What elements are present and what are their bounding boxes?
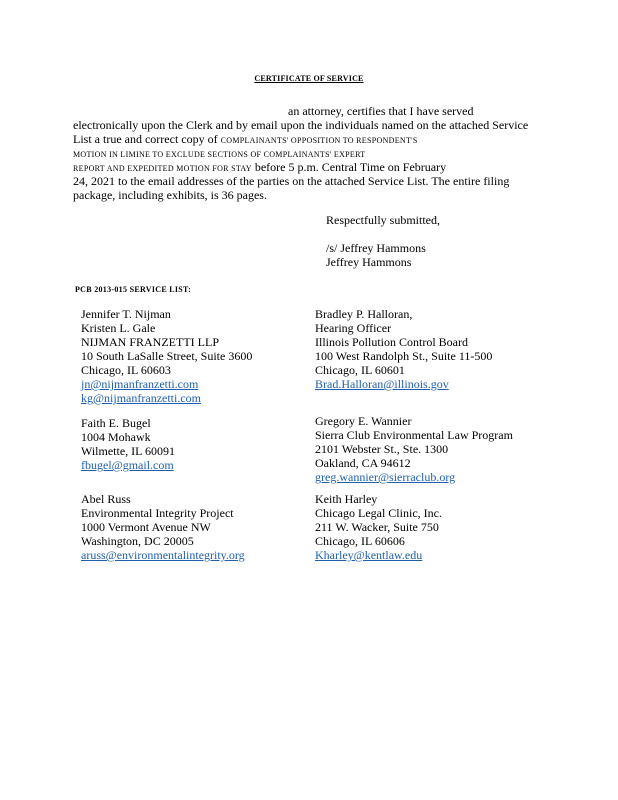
contact-line: NIJMAN FRANZETTI LLP bbox=[81, 335, 219, 349]
intro-line-6: 24, 2021 to the email addresses of the parties on the attached Service List. The entire filing bbox=[73, 174, 510, 188]
contact-line: Wilmette, IL 60091 bbox=[81, 444, 176, 458]
contact-block bbox=[81, 307, 311, 405]
contact-block bbox=[315, 492, 545, 562]
signer-name: Jeffrey Hammons bbox=[326, 255, 412, 269]
contact-line: Keith Harley bbox=[315, 492, 378, 506]
contact-line: Illinois Pollution Control Board bbox=[315, 335, 469, 349]
contact-line: Oakland, CA 94612 bbox=[315, 456, 411, 470]
contact-line: Washington, DC 20005 bbox=[81, 534, 194, 548]
intro-line-5: REPORT AND EXPEDITED MOTION FOR STAY before 5 p.m. Central Time on February bbox=[73, 160, 447, 174]
contact-line: Sierra Club Environmental Law Program bbox=[315, 428, 513, 442]
contact-line: 100 West Randolph St., Suite 11-500 bbox=[315, 349, 493, 363]
email-link[interactable]: fbugel@gmail.com bbox=[81, 458, 174, 472]
email-link[interactable]: jn@nijmanfranzetti.com bbox=[81, 377, 199, 391]
email-link[interactable]: kg@nijmanfranzetti.com bbox=[81, 391, 202, 405]
email-link[interactable]: Kharley@kentlaw.edu bbox=[315, 548, 423, 562]
contact-line: Chicago, IL 60603 bbox=[81, 363, 171, 377]
contact-line: Faith E. Bugel bbox=[81, 416, 151, 430]
contact-line: Chicago Legal Clinic, Inc. bbox=[315, 506, 442, 520]
contact-line: Gregory E. Wannier bbox=[315, 414, 412, 428]
closing: Respectfully submitted, bbox=[326, 213, 440, 227]
e-signature: /s/ Jeffrey Hammons bbox=[326, 241, 426, 255]
contact-line: Hearing Officer bbox=[315, 321, 392, 335]
contact-line: 10 South LaSalle Street, Suite 3600 bbox=[81, 349, 253, 363]
contact-line: Jennifer T. Nijman bbox=[81, 307, 171, 321]
contact-line: Abel Russ bbox=[81, 492, 131, 506]
document-title: CERTIFICATE OF SERVICE bbox=[254, 74, 364, 83]
intro-line-3: List a true and correct copy of COMPLAINANTS' OPPOSITION TO RESPONDENT'S bbox=[73, 132, 418, 146]
email-link[interactable]: greg.wannier@sierraclub.org bbox=[315, 470, 456, 484]
contact-block bbox=[81, 492, 311, 562]
intro-line-2: electronically upon the Clerk and by email upon the individuals named on the attached Service bbox=[73, 118, 529, 132]
contact-line: Environmental Integrity Project bbox=[81, 506, 234, 520]
intro-line-7: package, including exhibits, is 36 pages. bbox=[73, 188, 267, 202]
contact-line: Chicago, IL 60601 bbox=[315, 363, 405, 377]
contact-block bbox=[315, 307, 545, 391]
contact-line: Bradley P. Halloran, bbox=[315, 307, 413, 321]
contact-line: Chicago, IL 60606 bbox=[315, 534, 405, 548]
email-link[interactable]: Brad.Halloran@illinois.gov bbox=[315, 377, 449, 391]
contact-line: 1000 Vermont Avenue NW bbox=[81, 520, 211, 534]
service-list-heading: PCB 2013-015 SERVICE LIST: bbox=[75, 285, 192, 294]
contact-block bbox=[315, 414, 545, 484]
contact-line: Kristen L. Gale bbox=[81, 321, 156, 335]
contact-block bbox=[81, 416, 311, 472]
contact-line: 211 W. Wacker, Suite 750 bbox=[315, 520, 439, 534]
intro-line-1: an attorney, certifies that I have served bbox=[288, 104, 474, 118]
intro-line-4: MOTION IN LIMINE TO EXCLUDE SECTIONS OF COMPLAINANTS' EXPERT bbox=[73, 150, 366, 159]
email-link[interactable]: aruss@environmentalintegrity.org bbox=[81, 548, 245, 562]
contact-line: 1004 Mohawk bbox=[81, 430, 151, 444]
contact-line: 2101 Webster St., Ste. 1300 bbox=[315, 442, 449, 456]
